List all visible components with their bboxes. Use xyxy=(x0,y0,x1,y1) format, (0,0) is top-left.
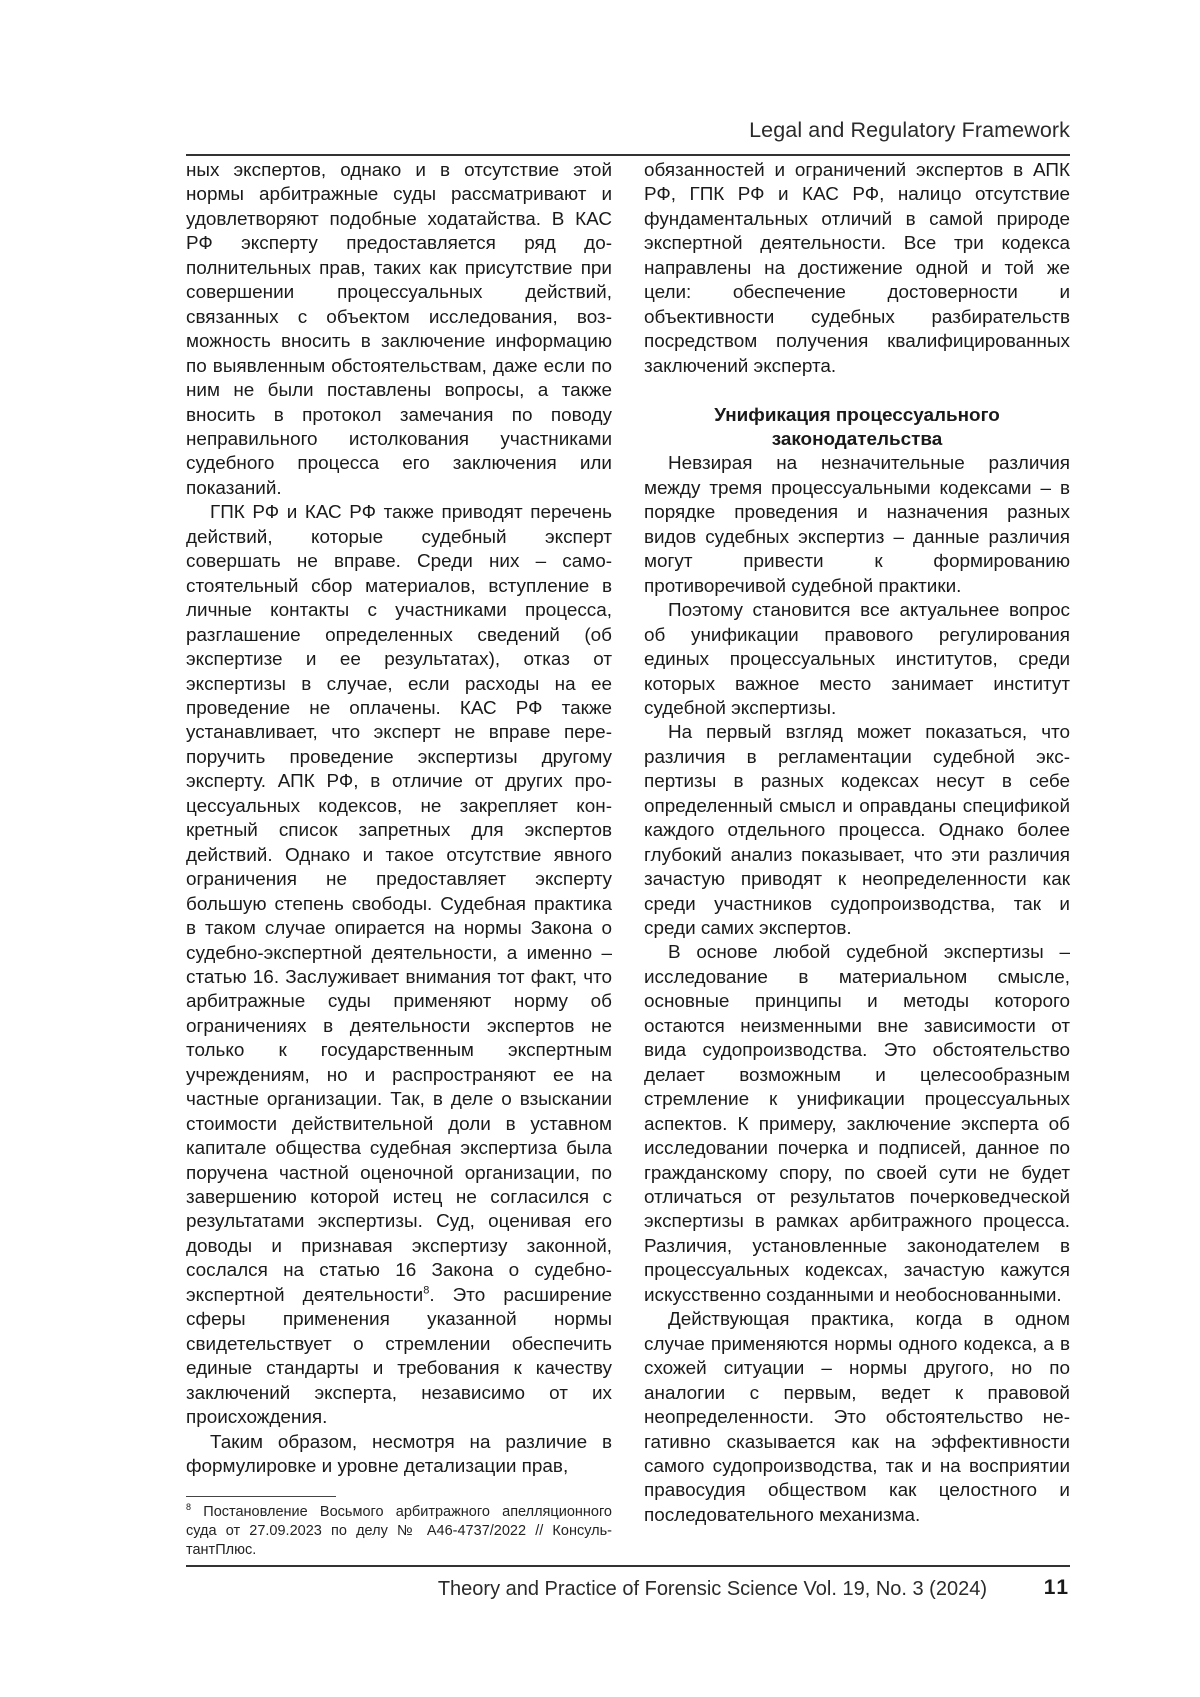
paragraph: Действующая практика, когда в одном случае применяются нормы одного кодекса, а в схожей ситуации – нормы другого, но по аналогии с первым, ведет к правовой неопределенности. Это обстоятельство негативно сказывается как на эффективности самого судопроизводства, так и на восприятии правосудия обществом как целостного и последовательного механизма. xyxy=(644,1309,1070,1526)
footer-rule xyxy=(186,1565,1070,1567)
paragraph: В основе любой судебной экспертизы – исследование в материальном смысле, основные принципы и методы которого остаются неизменными вне зависимости от вида судопроизводства. Это обстоятельство делает возможным и целесообразным стремление к унификации процессуальных аспектов. К примеру, заключение эксперта об исследовании почерка и подписей, данное по гражданскому спору, по своей сути не будет отличаться от результатов почерковедческой экспертизы в рамках арбитражного процесса. Различия, установленные законодателем в процессуальных кодексах, зачастую кажутся искусственно созданными и необоснованными. xyxy=(644,942,1070,1306)
paragraph: Невзирая на незначительные различия между тремя процессуальными кодексами – в порядке проведения и назначения разных видов судебных экспертиз – данные различия могут привести к формированию противоречивой судебной практики. xyxy=(644,453,1070,597)
left-column xyxy=(186,159,612,1479)
paragraph xyxy=(186,501,612,1430)
page-number: 11 xyxy=(1043,1576,1070,1599)
paragraph-text: . Это расширение сферы применения указанной нормы свидетельствует о стремлении обеспечить единые стандарты и требования к качеству заключений эксперта, независимо от их происхождения. xyxy=(186,1284,612,1429)
paragraph: Поэтому становится все актуальнее вопрос об унификации правового регулирования единых процессуальных институтов, среди которых важное место занимает институт судебной экспертизы. xyxy=(644,600,1070,719)
right-column xyxy=(644,159,1070,1528)
footnote-reference[interactable]: 8 xyxy=(423,1284,430,1297)
section-heading: Унификация процессуального законодательства xyxy=(714,404,1000,450)
paragraph: Таким образом, несмотря на различие в формулировке и уровне детализации прав, xyxy=(186,1431,612,1478)
journal-citation: Theory and Practice of Forensic Science Vol. 19, No. 3 (2024) xyxy=(437,1578,987,1600)
paragraph: На первый взгляд может показаться, что различия в регламентации судебной экспертизы в разных кодексах несут в себе определенный смысл и оправданы спецификой каждого отдельного процесса. Однако более глубокий анализ показывает, что эти различия зачастую приводят к неопределенности как среди участников судопроизводства, так и среди самих экспертов. xyxy=(644,722,1070,940)
spacer xyxy=(644,379,1070,403)
header-rule xyxy=(186,154,1070,156)
paragraph: ных экспертов, однако и в отсутствие этой нормы арбитражные суды рассматривают и удовлетворяют подобные ходатайства. В КАС РФ эксперту предоставляется ряд дополнительных прав, таких как присутствие при совершении процессуальных действий, связанных с объектом исследования, возможность вносить в заключение информацию по выявленным обстоятельствам, даже если по ним не были поставлены вопросы, а также вносить в протокол замечания по поводу неправильного истолкования участниками судебного процесса его заключения или показаний. xyxy=(186,160,612,499)
paragraph-text: ГПК РФ и КАС РФ также приводят перечень действий, которые судебный эксперт совершать не вправе. Среди них – самостоятельный сбор материалов, вступление в личные контакты с участниками процесса, разглашение определенных сведений (об экспертизе и ее результатах), отказ от экспертизы в случае, если расходы на ее проведение не оплачены. КАС РФ также устанавливает, что эксперт не вправе перепоручить проведение экспертизы другому эксперту. АПК РФ, в отличие от других процессуальных кодексов, не закрепляет конкретный список запретных для экспертов действий. Однако и такое отсутствие явного ограничения не предоставляет эксперту большую степень свободы. Судебная практика в таком случае опирается на нормы Закона о судебно-экспертной деятельности, а именно – статью 16. Заслуживает внимания тот факт, что арбитражные суды применяют норму об ограничениях в деятельности экспертов не только к государственным экспертным учреждениям, но и распространяют ее на частные организации. Так, в деле о взыскании стоимости действительной доли в уставном капитале общества судебная экспертиза была поручена частной оценочной организации, по завершению которой истец не согласился с результатами экспертизы. Суд, оценивая его доводы и признавая экспертизу законной, сослался на статью 16 Закона о судебно-экспертной деятельности xyxy=(186,502,612,1306)
footnote-text: Постановление Восьмого арбитражного апелляционного суда от 27.09.2023 по делу № А46-4737/2022 // КонсультантПлюс. xyxy=(186,1504,612,1558)
running-title: Legal and Regulatory Framework xyxy=(749,118,1070,142)
footnote xyxy=(186,1503,612,1560)
footnote-mark: 8 xyxy=(186,1502,192,1513)
paragraph: обязанностей и ограничений экспертов в АПК РФ, ГПК РФ и КАС РФ, налицо отсутствие фундаментальных отличий в самой природе экспертной деятельности. Все три кодекса направлены на достижение одной и той же цели: обеспечение достоверности и объективности судебных разбирательств посредством получения квалифицированных заключений эксперта. xyxy=(644,160,1070,377)
footnote-rule xyxy=(186,1496,336,1497)
